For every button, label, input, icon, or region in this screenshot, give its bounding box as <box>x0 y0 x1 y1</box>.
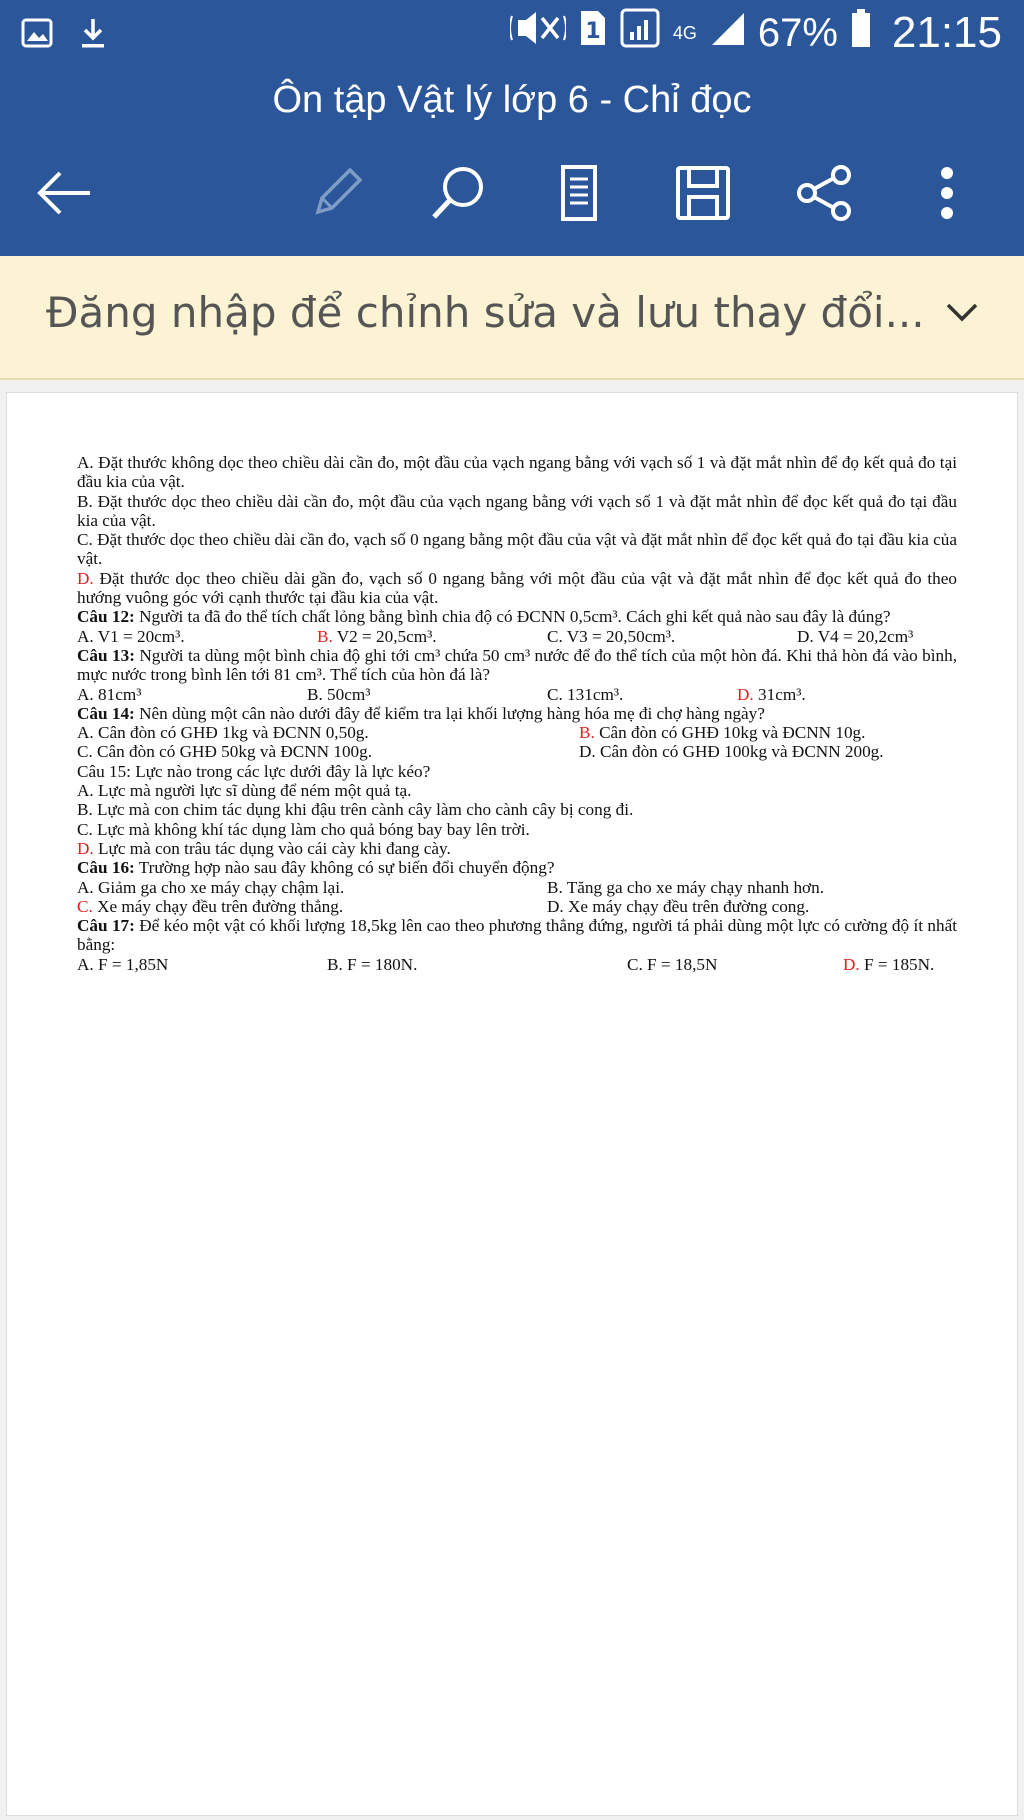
q13-option-b: B. 50cm³ <box>307 684 371 704</box>
sim-icon <box>578 8 608 58</box>
clock: 21:15 <box>891 8 1002 57</box>
save-icon <box>673 163 733 223</box>
q17-options <box>77 955 957 974</box>
q13-question <box>77 646 957 685</box>
sign-in-message: Đăng nhập để chỉnh sửa và lưu thay đổi... <box>46 288 925 337</box>
q17-option-b: B. F = 180N. <box>327 954 418 974</box>
sign-in-banner[interactable] <box>0 256 1024 380</box>
q14-option-d: D. Cân đòn có GHĐ 100kg và ĐCNN 200g. <box>579 742 884 762</box>
q16-options-row1 <box>77 878 957 897</box>
q16-option-c <box>77 897 343 916</box>
question-label: Câu 12: <box>77 607 135 627</box>
question-label: Câu 17: <box>77 916 135 936</box>
q16-options-row2 <box>77 897 957 916</box>
answer-letter: D. <box>737 684 754 704</box>
reading-view-icon <box>557 163 601 223</box>
q12-option-a: A. V1 = 20cm³. <box>77 626 185 646</box>
gallery-icon <box>20 16 54 55</box>
q13-option-d <box>737 685 806 704</box>
option-text: Lực mà con trâu tác dụng vào cái cày khi đang cày. <box>93 838 451 858</box>
document-page[interactable] <box>6 392 1018 1816</box>
banner-expand-button[interactable] <box>944 300 980 329</box>
option-text: Xe máy chạy đều trên đường thẳng. <box>92 896 344 916</box>
question-label: Câu 16: <box>77 858 135 878</box>
mute-icon <box>510 8 566 58</box>
question-text: Người ta dùng một bình chia độ ghi tới cm³ chứa 50 cm³ nước để đo thể tích của một hòn đá. Khi thả hòn đá vào bình, mực nước trong bình lên tới 81 cm³. Thể tích của hòn đá là? <box>77 645 957 685</box>
answer-letter: B. <box>579 723 595 743</box>
q13-option-c: C. 131cm³. <box>547 684 624 704</box>
q17-option-a: A. F = 1,85N <box>77 954 169 974</box>
q16-option-a: A. Giảm ga cho xe máy chạy chậm lại. <box>77 877 345 897</box>
q15-question: Câu 15: Lực nào trong các lực dưới đây là lực kéo? <box>77 761 431 781</box>
status-left <box>20 16 108 55</box>
q14-option-c: C. Cân đòn có GHĐ 50kg và ĐCNN 100g. <box>77 742 373 762</box>
q14-options-row1 <box>77 723 957 742</box>
question-text: Để kéo một vật có khối lượng 18,5kg lên cao theo phương thẳng đứng, người tá phải dùng một lực có cường độ ít nhất bằng: <box>77 916 957 955</box>
answer-letter: D. <box>77 568 94 588</box>
option-text: V2 = 20,5cm³. <box>332 626 437 646</box>
document-title: Ôn tập Vật lý lớp 6 - Chỉ đọc <box>0 70 1024 130</box>
q14-question <box>77 704 957 723</box>
back-arrow-icon <box>36 170 94 216</box>
question-label: Câu 14: <box>77 703 135 723</box>
q12-question <box>77 607 957 626</box>
q11-option-b: B. Đặt thước dọc theo chiều dài cần đo, một đầu của vạch ngang bằng với vạch số 1 và đặt mắt nhìn để đọc kết quả đo tại đầu kia của vật. <box>77 491 957 530</box>
sim-slot-number: 1 <box>585 19 601 44</box>
status-bar <box>0 0 1024 70</box>
edit-button[interactable] <box>302 158 372 228</box>
q15-option-a: A. Lực mà người lực sĩ dùng để ném một quả tạ. <box>77 781 412 801</box>
search-icon <box>429 163 489 223</box>
question-text: Người ta đã đo thể tích chất lỏng bằng bình chia độ có ĐCNN 0,5cm³. Cách ghi kết quả nào sau đây là đúng? <box>134 607 891 627</box>
option-text: 31cm³. <box>753 684 806 704</box>
download-icon <box>78 16 108 55</box>
option-text: F = 185N. <box>859 954 935 974</box>
q15-option-b: B. Lực mà con chim tác dụng khi đậu trên cành cây làm cho cành cây bị cong đi. <box>77 800 634 820</box>
q13-options <box>77 685 957 704</box>
q13-option-a: A. 81cm³ <box>77 684 142 704</box>
more-vertical-icon <box>937 165 957 221</box>
q14-option-b <box>579 723 865 742</box>
search-button[interactable] <box>424 158 494 228</box>
question-text: Nên dùng một cân nào dưới đây để kiểm tra lại khối lượng hàng hóa mẹ đi chợ hàng ngày? <box>134 703 765 723</box>
battery-icon <box>850 8 872 58</box>
edit-pencil-icon <box>308 164 366 222</box>
q14-options-row2 <box>77 742 957 761</box>
q17-option-c: C. F = 18,5N <box>627 954 718 974</box>
q17-option-d <box>843 955 934 974</box>
reading-view-button[interactable] <box>544 158 614 228</box>
cell-signal-icon <box>710 9 746 57</box>
answer-letter: B. <box>317 626 333 646</box>
q12-option-b <box>317 627 437 646</box>
chevron-down-icon <box>944 300 980 324</box>
q11-option-a: A. Đặt thước không dọc theo chiều dài cần đo, một đầu của vạch ngang bằng với vạch số 1 và đặt mắt nhìn để đọ kết quả đo tại đầu kia của vật. <box>77 453 957 492</box>
answer-letter: D. <box>77 838 94 858</box>
save-button[interactable] <box>668 158 738 228</box>
q11-option-d <box>77 569 957 608</box>
share-button[interactable] <box>790 158 860 228</box>
document-content <box>77 453 957 974</box>
network-type: 4G <box>672 23 697 43</box>
q17-question <box>77 916 957 955</box>
signal-icon <box>620 8 660 58</box>
question-label: Câu 13: <box>77 645 135 665</box>
question-text: Trường hợp nào sau đây không có sự biến đổi chuyển động? <box>134 858 555 878</box>
more-options-button[interactable] <box>912 158 982 228</box>
battery-percent: 67% <box>757 10 838 55</box>
q15-option-d <box>77 839 957 858</box>
q14-option-a: A. Cân đòn có GHĐ 1kg và ĐCNN 0,50g. <box>77 723 369 743</box>
share-icon <box>795 163 855 223</box>
q12-option-d: D. V4 = 20,2cm³ <box>797 626 914 646</box>
q12-option-c: C. V3 = 20,50cm³. <box>547 626 676 646</box>
q16-option-d: D. Xe máy chạy đều trên đường cong. <box>547 896 810 916</box>
option-text: Đặt thước dọc theo chiều dài gần đo, vạch số 0 ngang bằng với một đầu của vật và đặt mắt nhìn để đọc kết quả đo theo hướng vuông góc với cạnh thước tại đầu kia của vật. <box>77 568 957 608</box>
status-right <box>510 8 1002 58</box>
toolbar <box>0 130 1024 256</box>
q11-option-c: C. Đặt thước dọc theo chiều dài cần đo, vạch số 0 ngang bằng một đầu của vật và đặt mắt nhìn để đọc kết quả đo tại đầu kia của vật. <box>77 530 957 569</box>
q15-option-c: C. Lực mà không khí tác dụng làm cho quả bóng bay bay lên trời. <box>77 819 530 839</box>
q12-options <box>77 627 957 646</box>
q16-option-b: B. Tăng ga cho xe máy chạy nhanh hơn. <box>547 877 825 897</box>
option-text: Cân đòn có GHĐ 10kg và ĐCNN 10g. <box>594 723 866 743</box>
answer-letter: D. <box>843 954 860 974</box>
q16-question <box>77 858 957 877</box>
back-button[interactable] <box>30 158 100 228</box>
answer-letter: C. <box>77 896 93 916</box>
